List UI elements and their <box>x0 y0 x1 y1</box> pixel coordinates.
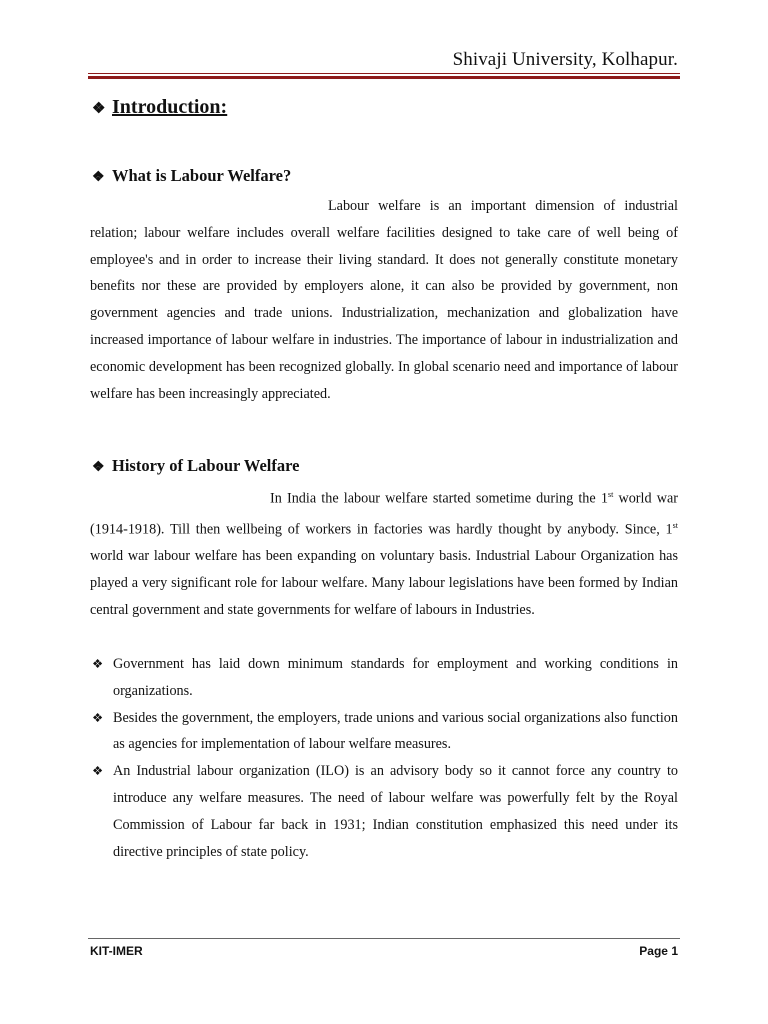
header-rule-thick <box>88 76 680 79</box>
intro-title: Introduction: <box>112 96 228 118</box>
footer-page-number: Page 1 <box>639 944 678 958</box>
list-item-text: Government has laid down minimum standards for employment and working conditions in organizations. <box>113 656 678 699</box>
diamond-bullet-icon: ❖ <box>92 710 104 725</box>
section1-first-line: Labour welfare is an important dimension of industrial <box>328 198 678 214</box>
section1-heading: What is Labour Welfare? <box>112 166 292 185</box>
diamond-bullet-icon: ❖ <box>92 170 105 185</box>
history-bullet-list <box>92 651 678 865</box>
diamond-bullet-icon: ❖ <box>92 764 104 779</box>
diamond-bullet-icon: ❖ <box>92 101 106 117</box>
footer-rule <box>88 938 680 939</box>
superscript: st <box>607 490 614 499</box>
list-item-text: An Industrial labour organization (ILO) is an advisory body so it cannot force any country to introduce any welfare measures. The need of labour welfare was powerfully felt by the Royal Commission of Labour far back in 1931; Indian constitution emphasized this need under its directive principles of state policy. <box>113 763 678 860</box>
intro-heading <box>92 96 227 119</box>
list-item <box>92 705 678 759</box>
section-heading-what-is <box>92 166 291 186</box>
section2-paragraph <box>90 482 678 623</box>
list-item-text: Besides the government, the employers, trade unions and various social organizations also function as agencies for implementation of labour welfare measures. <box>113 709 678 753</box>
diamond-bullet-icon: ❖ <box>92 657 104 671</box>
diamond-bullet-icon: ❖ <box>92 460 105 475</box>
superscript: st <box>672 520 678 530</box>
section2-text-b: world war (1914-1918). Till then wellbeing of workers in factories was hardly thought by anybody. Since, 1 <box>90 490 678 538</box>
list-item <box>92 758 678 865</box>
section1-body: relation; labour welfare includes overall welfare facilities designed to take care of well being of employee's and in order to increase their living standard. It does not generally constitute monetary benefits nor these are provided by employers alone, it can also be provided by government, non government agencies and trade unions. Industrialization, mechanization and globalization have increased importance of labour welfare in industries. The importance of labour in industrialization and economic development has been recognized globally. In global scenario need and importance of labour welfare has been increasingly appreciated. <box>90 224 678 402</box>
section1-paragraph <box>90 193 678 407</box>
section-heading-history <box>92 456 299 476</box>
list-item <box>92 651 678 705</box>
header-university: Shivaji University, Kolhapur. <box>452 49 678 70</box>
footer-institute: KIT-IMER <box>90 944 143 958</box>
section2-text-a: In India the labour welfare started sometime during the 1 <box>270 490 608 507</box>
section2-heading: History of Labour Welfare <box>112 456 300 475</box>
header-rule-thin <box>88 73 680 74</box>
section2-text-c: world war labour welfare has been expanding on voluntary basis. Industrial Labour Organization has played a very significant role for labour welfare. Many labour legislations have been formed by Indian central government and state governments for welfare of labours in Industries. <box>90 548 678 618</box>
